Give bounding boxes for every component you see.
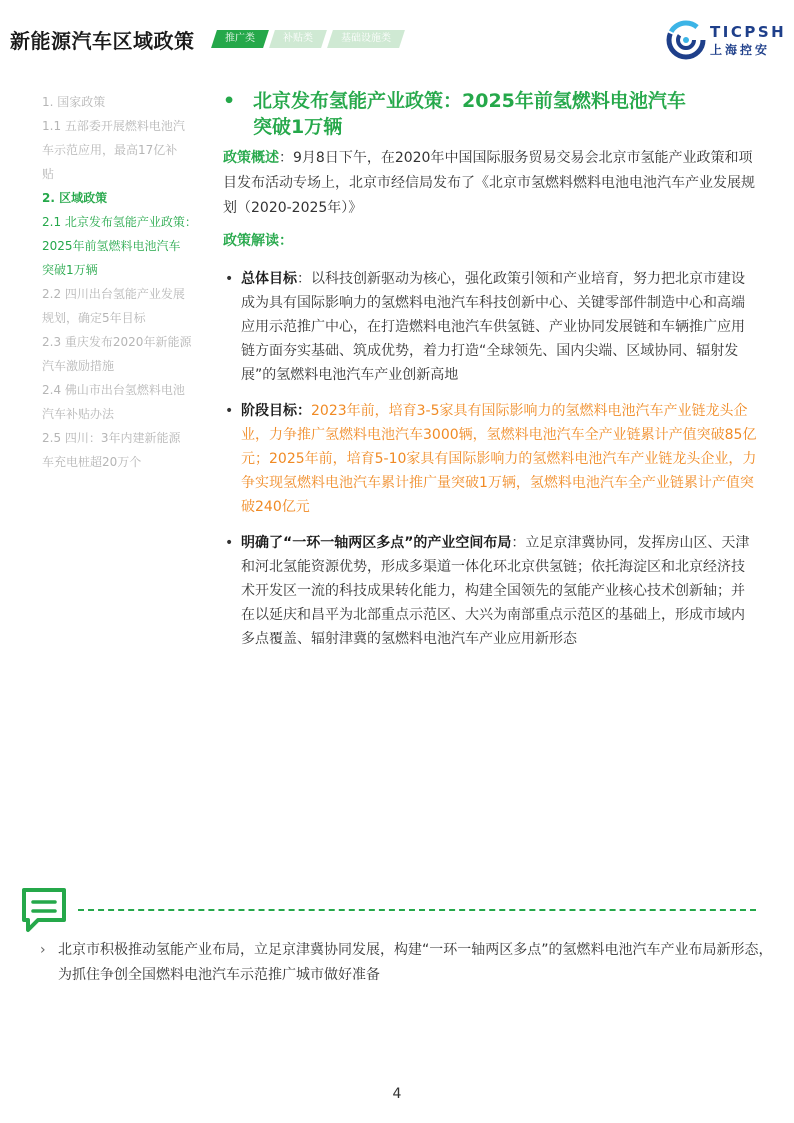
toc-item[interactable]: 1.1 五部委开展燃料电池汽 xyxy=(42,119,185,133)
list-item xyxy=(223,531,758,651)
tag-subsidy[interactable]: 补贴类 xyxy=(269,30,327,48)
section-title-line1: 北京发布氢能产业政策：2025年前氢燃料电池汽车 xyxy=(253,90,686,112)
toc-item[interactable]: 1. 国家政策 xyxy=(42,95,106,109)
overall-goal-text: ：以科技创新驱动为核心，强化政策引领和产业培育，努力把北京市建设成为具有国际影响力的氢燃料电池汽车科技创新中心、关键零部件制造中心和高端应用示范推广中心，在打造燃料电池汽车供氢链、产业协同发展链和车辆推广应用链方面夯实基础、筑成优势，着力打造“全球领先、国内尖端、区域协同、辐射发展”的氢燃料电池汽车产业创新高地 xyxy=(241,271,745,383)
section-title-line2: 突破1万辆 xyxy=(253,116,343,138)
toc-item[interactable]: 汽车补贴办法 xyxy=(42,407,115,421)
logo-text-cn: 上海控安 xyxy=(710,43,771,57)
toc-item[interactable]: 车示范应用，最高17亿补 xyxy=(42,143,178,157)
toc-item[interactable]: 2.5 四川：3年内建新能源 xyxy=(42,431,181,445)
table-of-contents xyxy=(42,90,210,474)
logo-text-en: TICPSH xyxy=(710,23,787,41)
toc-item[interactable]: 2. 区域政策 xyxy=(42,191,108,205)
toc-item[interactable]: 2.3 重庆发布2020年新能源 xyxy=(42,335,192,349)
policy-overview xyxy=(223,146,758,221)
summary-text: 北京市积极推动氢能产业布局，立足京津冀协同发展，构建“一环一轴两区多点”的氢燃料电池汽车产业布局新形态，为抓住争创全国燃料电池汽车示范推广城市做好准备 xyxy=(58,942,773,983)
toc-item[interactable]: 2.2 四川出台氢能产业发展 xyxy=(42,287,185,301)
chevron-right-icon: › xyxy=(40,942,46,958)
summary-divider xyxy=(78,909,756,911)
list-item xyxy=(223,399,758,519)
interpretation-list xyxy=(223,267,758,651)
stage-goal-text: 2023年前，培育3-5家具有国际影响力的氢燃料电池汽车产业链龙头企业，力争推广氢燃料电池汽车3000辆，氢燃料电池汽车全产业链累计产值突破85亿元；2025年前，培育5-10家具有国际影响力的氢燃料电池汽车产业链龙头企业，力争实现氢燃料电池汽车累计推广量突破1万辆，氢燃料电池汽车全产业链累计产值突破240亿元 xyxy=(241,403,757,515)
list-bullet: • xyxy=(225,271,234,287)
tag-infrastructure[interactable]: 基础设施类 xyxy=(327,30,405,48)
list-bullet: • xyxy=(225,535,234,551)
spatial-layout-text: ：立足京津冀协同，发挥房山区、天津和河北氢能资源优势，形成多渠道一体化环北京供氢链；依托海淀区和北京经济技术开发区一流的科技成果转化能力，构建全国领先的氢能产业核心技术创新轴；并在以延庆和昌平为北部重点示范区、大兴为南部重点示范区的基础上，形成市域内多点覆盖、辐射津冀的氢燃料电池汽车产业应用新形态 xyxy=(241,535,750,647)
stage-goal-label: 阶段目标： xyxy=(241,403,311,419)
overview-label: 政策概述 xyxy=(223,150,279,166)
comment-icon xyxy=(20,886,68,934)
toc-item[interactable]: 2025年前氢燃料电池汽车 xyxy=(42,239,181,253)
toc-item[interactable]: 2.4 佛山市出台氢燃料电池 xyxy=(42,383,185,397)
list-item xyxy=(223,267,758,387)
overview-text: ：9月8日下午，在2020年中国国际服务贸易交易会北京市氢能产业政策和项目发布活动专场上，北京市经信局发布了《北京市氢燃料燃料电池电池汽车产业发展规划（2020-2025年）》 xyxy=(223,150,755,216)
title-bullet: • xyxy=(223,90,236,112)
toc-item[interactable]: 贴 xyxy=(42,167,55,181)
toc-item[interactable]: 汽车激励措施 xyxy=(42,359,115,373)
toc-item[interactable]: 2.1 北京发布氢能产业政策： xyxy=(42,215,197,229)
page-number: 4 xyxy=(392,1086,402,1102)
company-logo xyxy=(666,20,786,60)
main-content xyxy=(223,88,758,663)
toc-item[interactable]: 车充电桩超20万个 xyxy=(42,455,142,469)
toc-item[interactable]: 规划，确定5年目标 xyxy=(42,311,146,325)
section-title xyxy=(223,88,758,140)
spatial-layout-label: 明确了“一环一轴两区多点”的产业空间布局 xyxy=(241,535,512,551)
toc-item[interactable]: 突破1万辆 xyxy=(42,263,98,277)
summary-note xyxy=(40,938,778,988)
list-bullet: • xyxy=(225,403,234,419)
logo-swirl-icon xyxy=(666,20,706,60)
tag-promotion[interactable]: 推广类 xyxy=(211,30,269,48)
overall-goal-label: 总体目标 xyxy=(241,271,297,287)
interpretation-heading: 政策解读： xyxy=(223,233,293,249)
page-title: 新能源汽车区域政策 xyxy=(10,29,195,53)
